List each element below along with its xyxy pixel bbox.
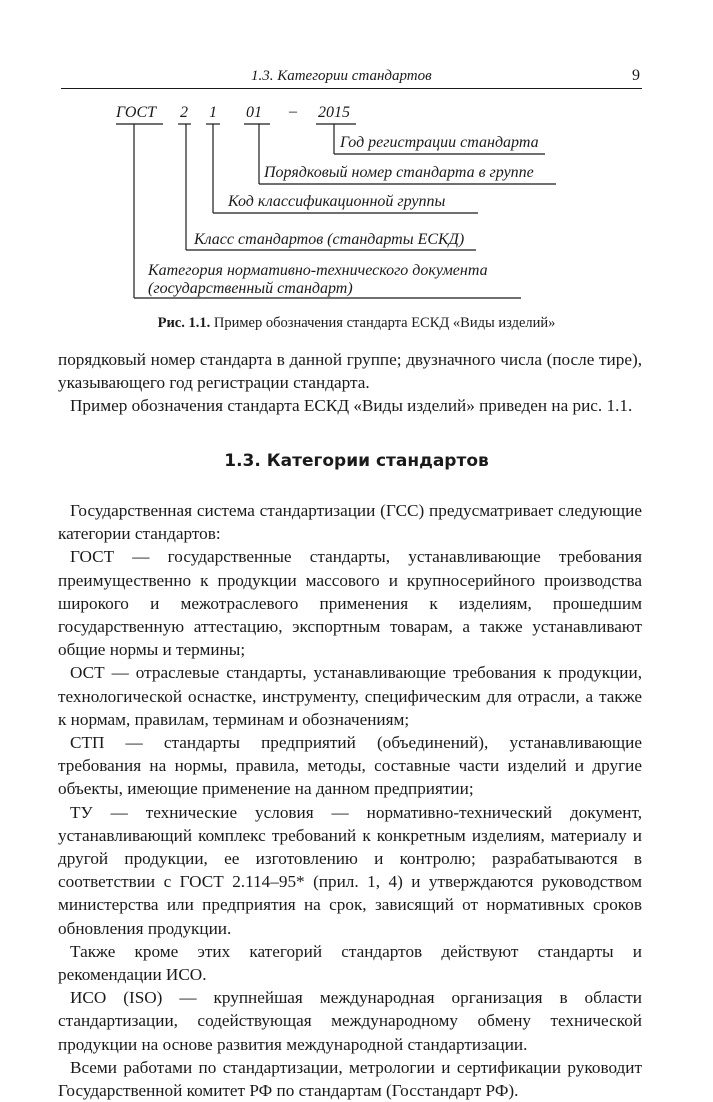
code-prefix: ГОСТ (116, 104, 157, 121)
label-year: Год регистрации стандарта (340, 134, 539, 151)
label-number: Порядковый номер стандарта в группе (264, 164, 534, 181)
label-category-line2: (государственный стандарт) (148, 280, 353, 297)
figure-standard-designation (0, 0, 713, 340)
code-group-digit: 1 (209, 104, 217, 121)
intro-paragraph-2: Пример обозначения стандарта ЕСКД «Виды изделий» приведен на рис. 1.1. (70, 396, 633, 416)
figure-caption-label: Рис. 1.1. (157, 315, 211, 331)
figure-caption-text: Пример обозначения стандарта ЕСКД «Виды изделий» (210, 315, 556, 331)
intro-text (58, 348, 642, 418)
code-class-digit: 2 (180, 104, 188, 121)
code-number: 01 (246, 104, 262, 121)
section-title: 1.3. Категории стандартов (224, 451, 489, 471)
intro-paragraph-1: порядковый номер стандарта в данной группе; двузначного числа (после тире), указывающего год регистрации стандарта. (58, 350, 642, 393)
running-title: 1.3. Категории стандартов (251, 68, 432, 84)
section-body (58, 499, 642, 1102)
paragraph-ost: ОСТ — отраслевые стандарты, устанавливающие требования к продукции, технологической оснастке, инструменту, специфическим для отрасли, а также к нормам, правилам, терминам и обозначениям; (58, 663, 642, 729)
paragraph-iso-recommendations: Также кроме этих категорий стандартов действуют стандарты и рекомендации ИСО. (58, 941, 642, 985)
label-category-line1: Категория нормативно-технического документа (148, 262, 488, 279)
label-class: Класс стандартов (стандарты ЕСКД) (194, 231, 465, 248)
paragraph-gost: ГОСТ — государственные стандарты, устанавливающие требования преимущественно к продукции массового и крупносерийного производства широкого и межотраслевого применения к изделиям, прошедшим государственную аттестацию, экспортным товарам, а также устанавливают общие нормы и термины; (58, 547, 642, 660)
code-dash: – (289, 103, 297, 120)
paragraph-stp: СТП — стандарты предприятий (объединений), устанавливающие требования на нормы, правила, методы, составные части изделий и другие объекты, имеющие применение на данном предприятии; (58, 733, 642, 799)
label-group: Код классификационной группы (228, 193, 446, 210)
paragraph-tu: ТУ — технические условия — нормативно-технический документ, устанавливающий комплекс требований к конкретным изделиям, материалу и другой продукции, ее изготовлению и контролю; разрабатываются в соответствии с ГОСТ 2.114–95* (прил. 1, 4) и утверждаются руководством министерства или предприятия на срок, зависящий от нормативных сроков обновления продукции. (58, 802, 642, 938)
paragraph-iso: ИСО (ISO) — крупнейшая международная организация в области стандартизации, содействующая международному обмену технической продукции на основе развития международной стандартизации. (58, 988, 642, 1054)
paragraph-intro: Государственная система стандартизации (ГСС) предусматривает следующие категории стандартов: (58, 501, 642, 544)
code-year: 2015 (318, 104, 350, 121)
page-number: 9 (632, 67, 640, 84)
paragraph-gosstandart: Всеми работами по стандартизации, метрологии и сертификации руководит Государственной комитет РФ по стандартам (Госстандарт РФ). (58, 1057, 642, 1101)
figure-caption (0, 315, 713, 332)
